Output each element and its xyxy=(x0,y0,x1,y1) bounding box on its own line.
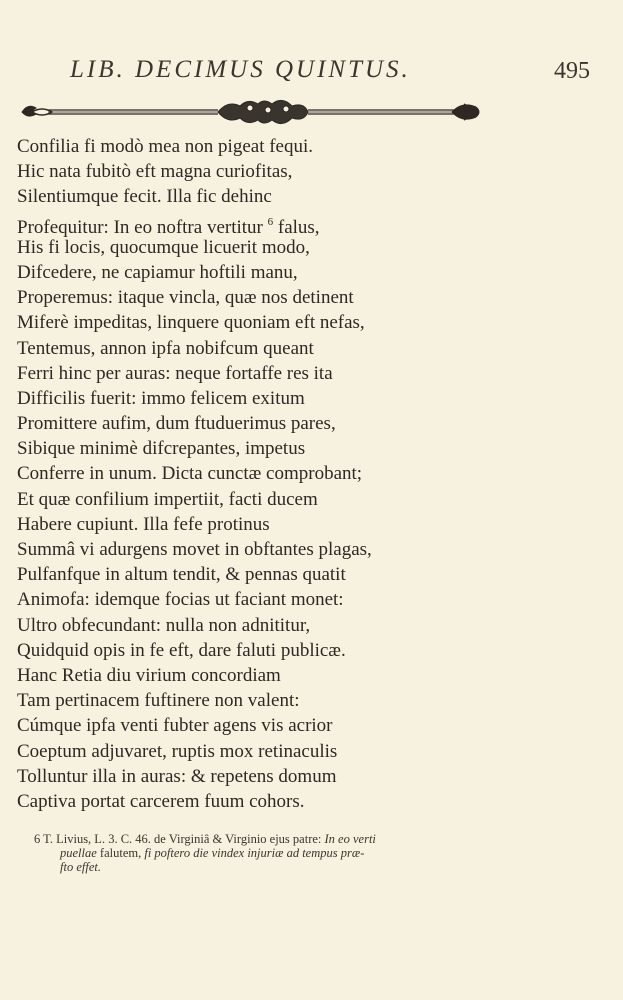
verse-line: Tolluntur illa in auras: & repetens domum xyxy=(17,765,337,787)
verse-line: Cúmque ipfa venti fubter agens vis acrior xyxy=(17,715,333,737)
verse-line: Difficilis fuerit: immo felicem exitum xyxy=(17,387,305,409)
verse-line: Summâ vi adurgens movet in obftantes plagas, xyxy=(17,539,372,560)
verse-line: Tam pertinacem fuftinere non valent: xyxy=(17,690,300,712)
footnote-line xyxy=(34,832,504,846)
footnote-line xyxy=(34,846,504,860)
verse-line: Conferre in unum. Dicta cunctæ comprobant; xyxy=(17,463,363,485)
verse-line: Hic nata fubitò eft magna curiofitas, xyxy=(17,161,293,183)
footnote-quote: fi poftero die vindex injuriæ ad tempus præ- xyxy=(144,846,365,860)
verse-line: Miferè impeditas, linquere quoniam eft nefas, xyxy=(17,312,365,334)
footnote-quote: In eo xyxy=(324,832,350,846)
verse-line: Promittere aufim, dum ftuduerimus pares, xyxy=(17,413,336,435)
footnote xyxy=(34,832,504,874)
verse-line-tail: falus, xyxy=(277,216,320,238)
verse-line-text: Profequitur: In eo noftra vertitur xyxy=(17,216,263,238)
verse-line: Et quæ confilium impertiit, facti ducem xyxy=(17,488,318,510)
footnote-line xyxy=(34,860,504,874)
footnote-reference: 6 xyxy=(267,215,274,228)
verse-line: His fi locis, quocumque licuerit modo, xyxy=(17,236,310,258)
verse-line: Habere cupiunt. Illa fefe protinus xyxy=(17,513,270,535)
verse-line: Captiva portat carcerem fuum cohors. xyxy=(17,790,305,812)
verse-line: Difcedere, ne capiamur hoftili manu, xyxy=(17,261,298,283)
running-title: LIB. DECIMUS QUINTUS. xyxy=(70,56,411,83)
footnote-quote: fto effet. xyxy=(60,860,101,874)
verse-line: Coeptum adjuvaret, ruptis mox retinaculis xyxy=(17,740,338,762)
verse-line: Animofa: idemque focias ut faciant monet: xyxy=(17,589,344,611)
page-number: 495 xyxy=(554,58,590,84)
verse-line: Hanc Retia diu virium concordiam xyxy=(17,664,281,686)
footnote-marker: 6 xyxy=(34,832,41,846)
verse-line: Quidquid opis in fe eft, dare faluti publicæ. xyxy=(17,639,346,661)
verse-line: Ultro obfecundant: nulla non adnititur, xyxy=(17,614,311,636)
verse-line: Properemus: itaque vincla, quæ nos detinent xyxy=(17,287,354,309)
footnote-quote-word: falutem, xyxy=(99,846,142,860)
decorative-rule-ornament xyxy=(18,96,486,128)
verse-line: Sibique minimè difcrepantes, impetus xyxy=(17,438,306,460)
verse-line: Tentemus, annon ipfa nobifcum queant xyxy=(17,337,314,359)
verse-line: Silentiumque fecit. Illa fic dehinc xyxy=(17,186,272,208)
running-head xyxy=(70,56,590,90)
footnote-quote: verti xyxy=(352,832,376,846)
verse-line: Confilia fi modò mea non pigeat fequi. xyxy=(17,136,314,157)
verse-text xyxy=(17,134,457,814)
verse-line: Ferri hinc per auras: neque fortaffe res ita xyxy=(17,362,333,384)
verse-line-with-footnote xyxy=(17,210,457,238)
footnote-quote: puellae xyxy=(60,846,97,860)
footnote-citation: T. Livius, L. 3. C. 46. de Virginiâ & Virginio ejus patre: xyxy=(43,832,322,846)
verse-line: Pulfanfque in altum tendit, & pennas quatit xyxy=(17,564,346,586)
